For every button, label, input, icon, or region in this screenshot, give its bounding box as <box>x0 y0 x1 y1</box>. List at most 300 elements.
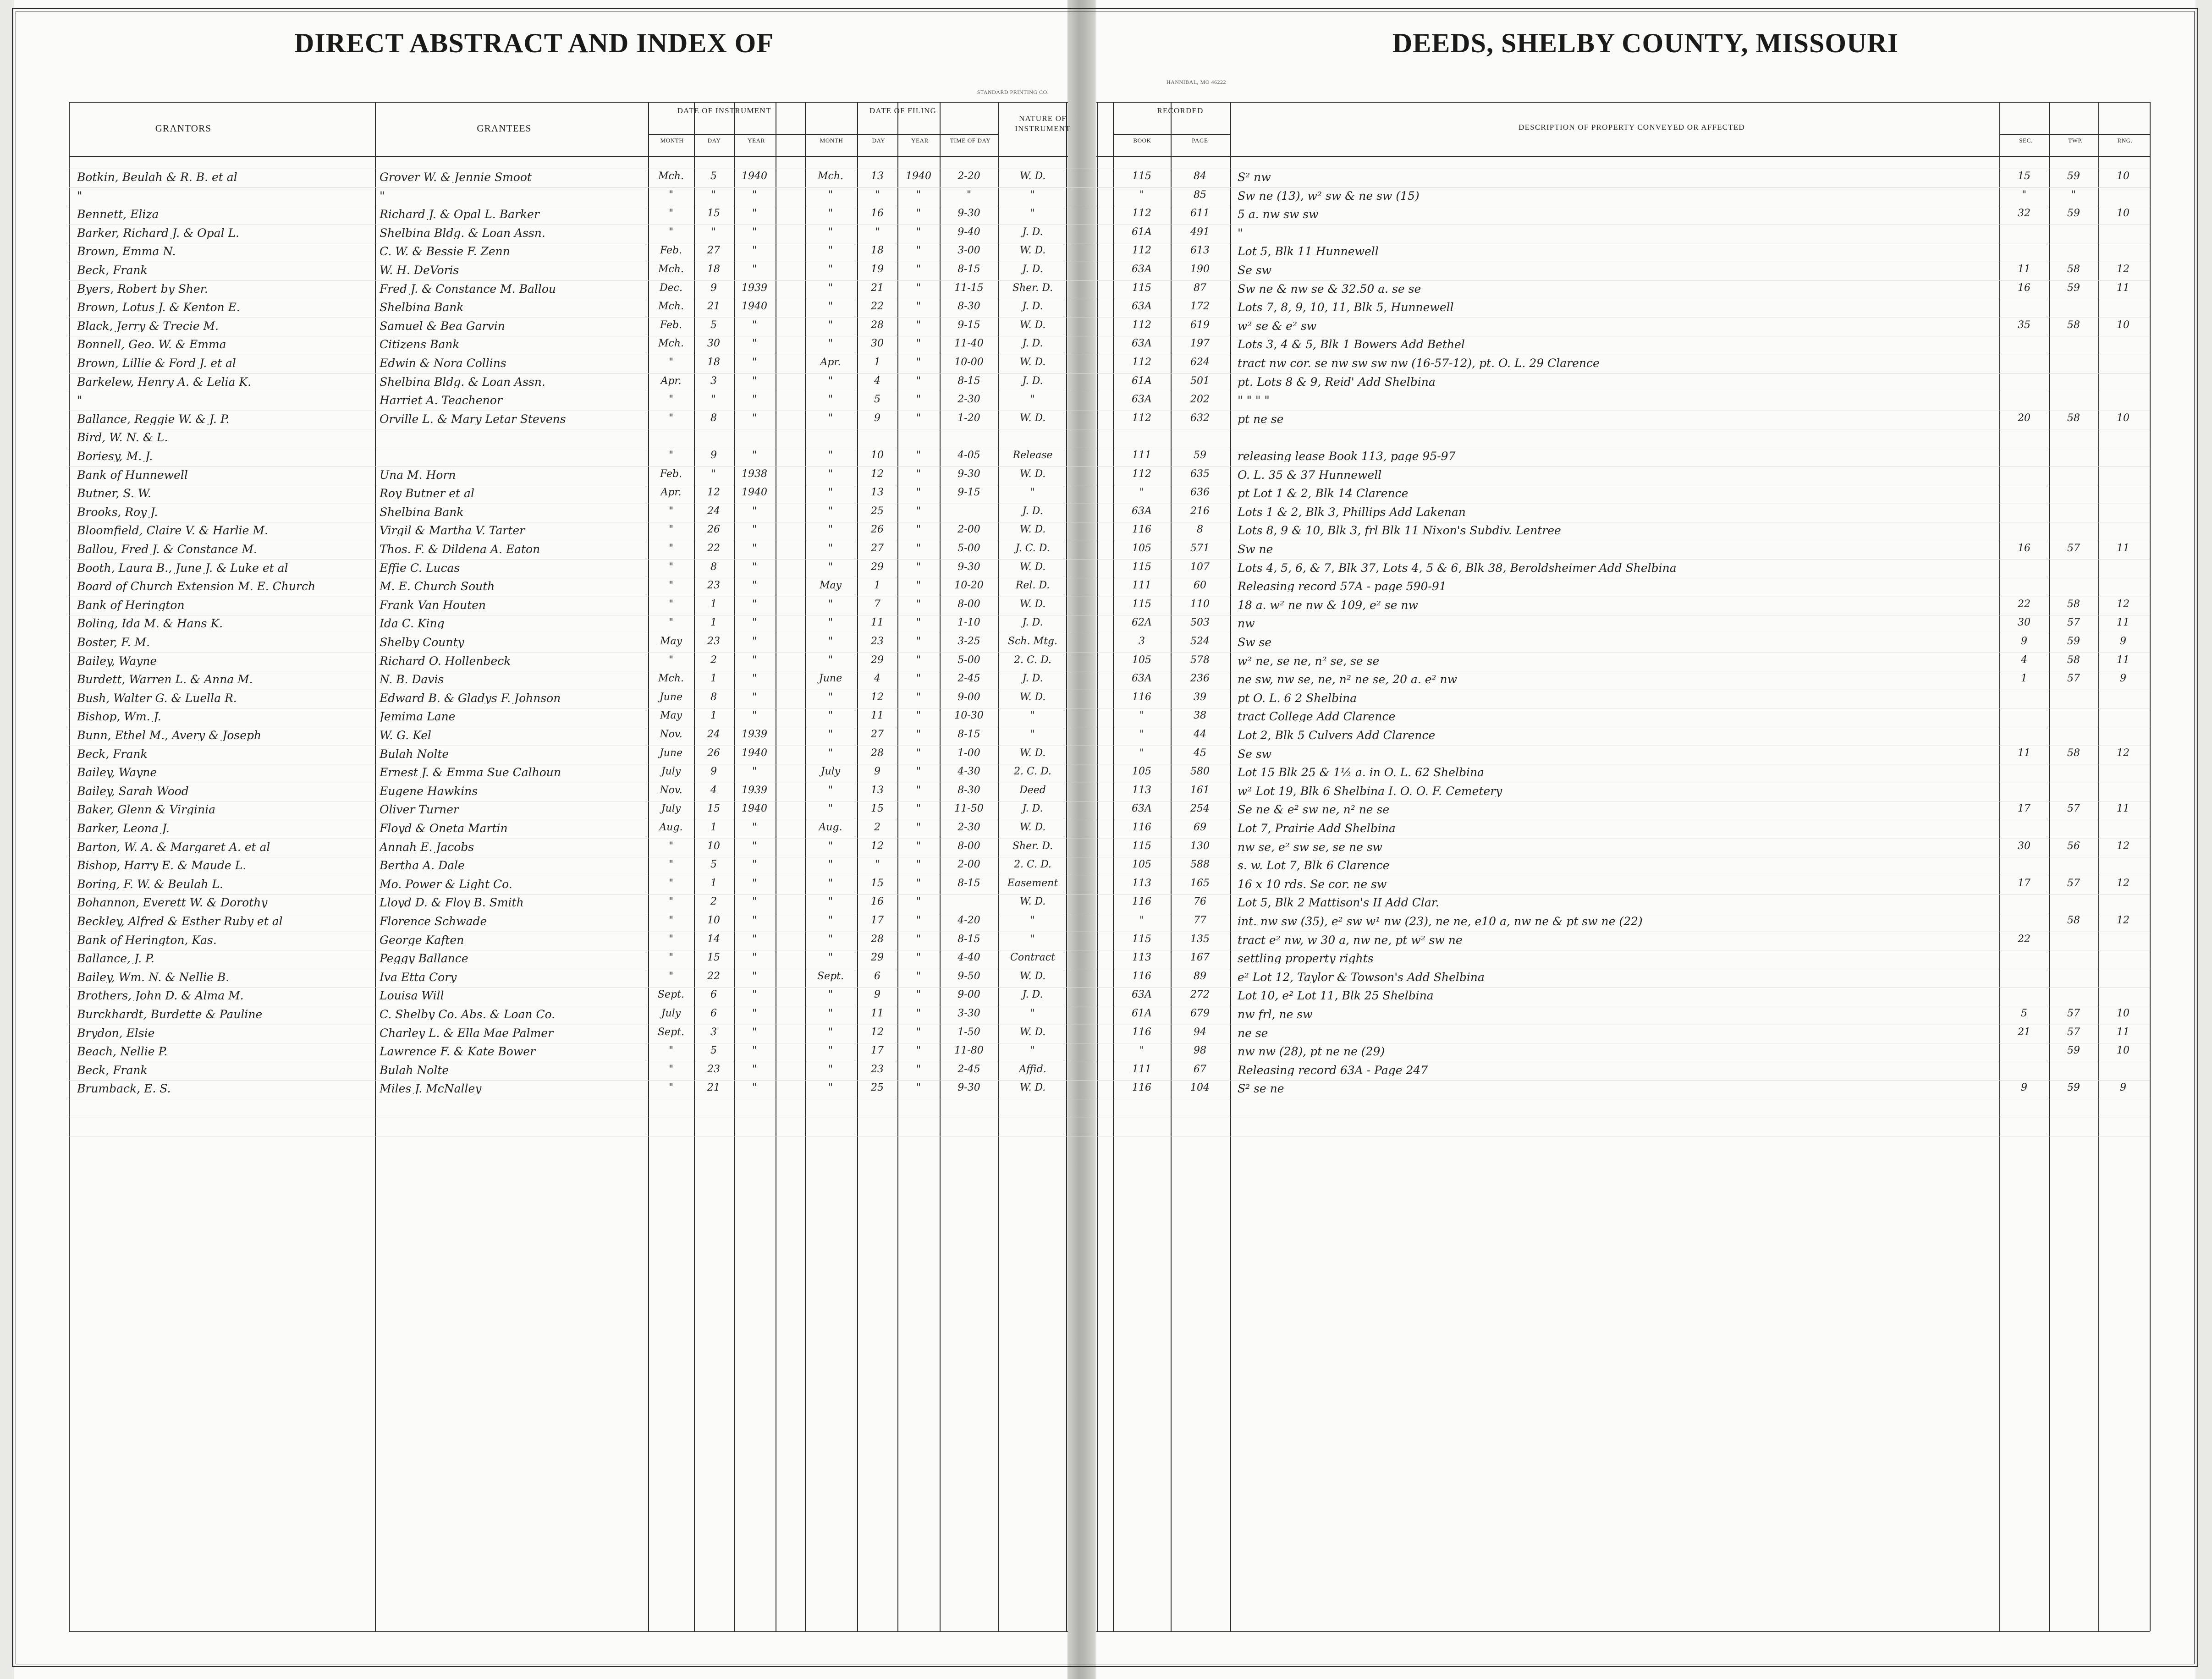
cell-i-y: " <box>752 1083 757 1093</box>
cell-twp: 58 <box>2067 916 2080 926</box>
cell-f-m: " <box>828 469 833 479</box>
cell-grantees: Louisa Will <box>380 990 444 1001</box>
cell-f-m: " <box>828 897 833 907</box>
cell-i-m: Mch. <box>658 171 684 181</box>
table-row <box>0 208 2212 226</box>
cell-i-m: " <box>668 190 674 200</box>
cell-grantors: Board of Church Extension M. E. Church <box>77 581 316 592</box>
cell-rng: 12 <box>2117 916 2129 926</box>
cell-nature: " <box>1030 209 1035 219</box>
cell-f-y: " <box>916 730 921 740</box>
cell-f-m: " <box>828 283 833 293</box>
cell-grantors: Bailey, Wm. N. & Nellie B. <box>77 971 230 983</box>
cell-book: 115 <box>1132 599 1151 609</box>
cell-f-d: 27 <box>871 543 884 554</box>
cell-nature: Affid. <box>1019 1064 1046 1075</box>
cell-grantors: Burdett, Warren L. & Anna M. <box>77 674 253 685</box>
cell-f-m: " <box>828 785 833 796</box>
cell-f-m: Apr. <box>820 357 841 368</box>
cell-f-t: 9-40 <box>957 227 980 237</box>
cell-i-d: 6 <box>710 990 717 1000</box>
table-row <box>0 338 2212 356</box>
header-inst-year: YEAR <box>748 137 765 144</box>
cell-grantees: C. W. & Bessie F. Zenn <box>380 246 510 257</box>
cell-i-m: " <box>668 934 674 944</box>
cell-grantors: Bohannon, Everett W. & Dorothy <box>77 897 268 908</box>
cell-f-t: 3-00 <box>957 246 980 256</box>
cell-nature: J. D. <box>1022 264 1043 274</box>
cell-grantors: Boster, F. M. <box>77 636 150 648</box>
cell-f-d: 4 <box>874 376 880 386</box>
cell-book: 116 <box>1132 525 1151 535</box>
cell-f-d: 9 <box>874 990 880 1000</box>
cell-nature: " <box>1030 1046 1035 1056</box>
cell-book: 115 <box>1132 934 1151 944</box>
cell-desc: Lot 7, Prairie Add Shelbina <box>1238 823 1396 834</box>
cell-book: 116 <box>1132 897 1151 907</box>
cell-i-d: 5 <box>710 320 717 330</box>
cell-sec: 4 <box>2021 655 2027 665</box>
cell-f-t: 3-30 <box>957 1009 980 1019</box>
cell-f-y: " <box>916 953 921 963</box>
cell-sec: 20 <box>2018 413 2030 423</box>
cell-page: 87 <box>1194 283 1206 293</box>
cell-book: 61A <box>1132 376 1152 386</box>
header-time-of-day: TIME OF DAY <box>950 137 991 144</box>
cell-book: 63A <box>1132 302 1152 312</box>
cell-desc: O. L. 35 & 37 Hunnewell <box>1238 469 1382 481</box>
cell-grantees: Effie C. Lucas <box>380 562 460 574</box>
cell-i-d: 27 <box>707 246 720 256</box>
cell-sec: 9 <box>2021 636 2027 647</box>
cell-i-d: 10 <box>707 916 720 926</box>
cell-i-d: 18 <box>707 264 720 274</box>
table-row <box>0 933 2212 952</box>
cell-f-t: 8-00 <box>957 841 980 851</box>
cell-book: 61A <box>1132 227 1152 237</box>
cell-f-m: " <box>828 636 833 647</box>
cell-f-y: " <box>916 711 921 721</box>
table-row <box>0 412 2212 431</box>
cell-desc: Se sw <box>1238 264 1272 276</box>
cell-nature: J. D. <box>1022 804 1043 814</box>
cell-page: 104 <box>1190 1083 1210 1093</box>
cell-f-d: 17 <box>871 916 884 926</box>
cell-i-d: 8 <box>710 562 717 572</box>
cell-f-t: 9-00 <box>957 692 980 702</box>
cell-grantors: Ballance, J. P. <box>77 953 154 964</box>
cell-i-y: " <box>752 916 757 926</box>
cell-f-y: " <box>916 785 921 796</box>
cell-i-m: " <box>668 897 674 907</box>
cell-f-m: " <box>828 413 833 423</box>
cell-f-m: June <box>819 674 842 684</box>
cell-i-y: 1940 <box>742 302 767 312</box>
cell-f-y: " <box>916 748 921 758</box>
cell-rng: 12 <box>2117 599 2129 609</box>
cell-f-y: " <box>916 618 921 628</box>
cell-f-d: 2 <box>874 823 880 833</box>
cell-i-m: July <box>661 767 681 777</box>
cell-desc: Sw ne (13), w² sw & ne sw (15) <box>1238 190 1420 202</box>
cell-page: 107 <box>1190 562 1210 572</box>
cell-grantees: W. G. Kel <box>380 730 431 741</box>
cell-f-t: 11-40 <box>954 339 984 349</box>
cell-i-y: " <box>752 320 757 330</box>
cell-desc: nw nw (28), pt ne ne (29) <box>1238 1046 1385 1057</box>
cell-page: 619 <box>1190 320 1210 330</box>
table-row <box>0 1064 2212 1082</box>
cell-nature: W. D. <box>1019 748 1046 758</box>
cell-f-t: 4-20 <box>957 916 980 926</box>
cell-i-d: 9 <box>710 450 717 461</box>
cell-nature: W. D. <box>1019 971 1046 982</box>
cell-nature: 2. C. D. <box>1014 767 1051 777</box>
table-row <box>0 450 2212 468</box>
cell-f-t: 2-20 <box>957 171 980 181</box>
cell-f-y: " <box>916 525 921 535</box>
cell-f-m: " <box>828 264 833 274</box>
table-row <box>0 263 2212 282</box>
cell-page: 503 <box>1190 618 1210 628</box>
cell-i-d: 6 <box>710 1009 717 1019</box>
cell-twp: 57 <box>2067 674 2080 684</box>
cell-page: 216 <box>1190 506 1210 516</box>
cell-f-y: " <box>916 897 921 907</box>
cell-i-m: " <box>668 971 674 982</box>
cell-book: " <box>1139 488 1145 498</box>
cell-f-d: 12 <box>871 841 884 851</box>
cell-f-d: 25 <box>871 1083 884 1093</box>
cell-f-t: 8-15 <box>957 264 980 274</box>
cell-f-d: 15 <box>871 878 884 889</box>
cell-desc: Se sw <box>1238 748 1272 760</box>
cell-i-d: 23 <box>707 1064 720 1075</box>
table-row <box>0 747 2212 766</box>
cell-grantors: Beck, Frank <box>77 264 148 276</box>
table-row <box>0 785 2212 803</box>
cell-nature: Sch. Mtg. <box>1008 636 1057 647</box>
cell-f-m: " <box>828 190 833 200</box>
cell-i-y: " <box>752 767 757 777</box>
cell-grantors: Bunn, Ethel M., Avery & Joseph <box>77 730 262 741</box>
cell-f-m: May <box>819 581 842 591</box>
table-row <box>0 803 2212 821</box>
cell-i-y: " <box>752 990 757 1000</box>
cell-page: 45 <box>1194 748 1206 758</box>
cell-page: 679 <box>1190 1009 1210 1019</box>
cell-i-m: " <box>668 413 674 423</box>
cell-nature: Easement <box>1007 878 1058 889</box>
cell-grantors: Ballou, Fred J. & Constance M. <box>77 543 257 555</box>
cell-f-t: 11-50 <box>954 804 984 814</box>
cell-i-y: " <box>752 934 757 944</box>
header-date-of-filing: DATE OF FILING <box>869 106 937 115</box>
cell-nature: Contract <box>1010 953 1055 963</box>
cell-i-m: July <box>661 1009 681 1019</box>
cell-i-m: Aug. <box>659 823 683 833</box>
cell-f-y: " <box>916 246 921 256</box>
cell-book: " <box>1139 730 1145 740</box>
cell-sec: 16 <box>2018 543 2030 554</box>
cell-i-d: 15 <box>707 804 720 814</box>
cell-i-y: " <box>752 692 757 702</box>
cell-book: 61A <box>1132 1009 1152 1019</box>
cell-f-m: " <box>828 1009 833 1019</box>
cell-f-d: 29 <box>871 953 884 963</box>
cell-nature: J. C. D. <box>1015 543 1050 554</box>
cell-page: 77 <box>1194 916 1206 926</box>
printer-imprint-right: HANNIBAL, MO 46222 <box>1167 79 1226 85</box>
cell-twp: 58 <box>2067 264 2080 274</box>
cell-f-m: " <box>828 1064 833 1075</box>
table-row <box>0 915 2212 933</box>
cell-i-d: 1 <box>710 674 717 684</box>
header-inst-day: DAY <box>707 137 721 144</box>
cell-page: 172 <box>1190 302 1210 312</box>
cell-f-m: " <box>828 730 833 740</box>
cell-book: 105 <box>1132 860 1151 870</box>
cell-page: 39 <box>1194 692 1206 702</box>
cell-i-m: Sept. <box>657 1027 684 1037</box>
cell-nature: Sher. D. <box>1012 841 1053 851</box>
cell-grantees: Bulah Nolte <box>380 1064 449 1076</box>
header-recorded: RECORDED <box>1157 106 1204 115</box>
cell-grantees: Bertha A. Dale <box>380 860 465 871</box>
cell-f-d: 13 <box>871 171 884 181</box>
cell-sec: 32 <box>2018 209 2030 219</box>
cell-grantors: Bailey, Wayne <box>77 655 157 667</box>
cell-page: 524 <box>1190 636 1210 647</box>
cell-f-d: 13 <box>871 785 884 796</box>
cell-page: 59 <box>1194 450 1206 461</box>
cell-rng: 11 <box>2117 1027 2129 1037</box>
cell-i-d: 1 <box>710 823 717 833</box>
cell-i-m: " <box>668 562 674 572</box>
cell-rng: 11 <box>2117 543 2129 554</box>
cell-desc: settling property rights <box>1238 953 1374 964</box>
cell-desc: S² se ne <box>1238 1083 1284 1094</box>
cell-f-y: 1940 <box>906 171 931 181</box>
cell-f-m: " <box>828 488 833 498</box>
cell-f-y: " <box>916 1027 921 1037</box>
cell-f-t: 3-25 <box>957 636 980 647</box>
cell-twp: 59 <box>2067 1046 2080 1056</box>
cell-f-y: " <box>916 413 921 423</box>
table-row <box>0 394 2212 412</box>
cell-f-d: 15 <box>871 804 884 814</box>
cell-f-d: 30 <box>871 339 884 349</box>
cell-i-d: 22 <box>707 971 720 982</box>
cell-page: 89 <box>1194 971 1206 982</box>
cell-page: 190 <box>1190 264 1210 274</box>
cell-i-y: " <box>752 209 757 219</box>
cell-sec: 22 <box>2018 599 2030 609</box>
cell-desc: releasing lease Book 113, page 95-97 <box>1238 450 1456 462</box>
cell-f-d: " <box>875 860 880 870</box>
cell-sec: 22 <box>2018 934 2030 944</box>
cell-twp: 58 <box>2067 413 2080 423</box>
header-nature-line1: NATURE OF INSTRUMENT <box>1015 114 1071 133</box>
cell-f-d: 28 <box>871 748 884 758</box>
header-rng: RNG. <box>2117 137 2133 144</box>
cell-page: 632 <box>1190 413 1210 423</box>
cell-i-y: " <box>752 246 757 256</box>
cell-i-d: 1 <box>710 599 717 609</box>
cell-desc: Lot 5, Blk 11 Hunnewell <box>1238 246 1379 257</box>
cell-desc: ne sw, nw se, ne, n² ne se, 20 a. e² nw <box>1238 674 1458 685</box>
cell-f-d: 13 <box>871 488 884 498</box>
cell-page: 67 <box>1194 1064 1206 1075</box>
cell-sec: 30 <box>2018 841 2030 851</box>
table-row <box>0 170 2212 189</box>
table-row <box>0 691 2212 710</box>
cell-nature: J. D. <box>1022 674 1043 684</box>
cell-f-y: " <box>916 599 921 609</box>
cell-i-y: " <box>752 674 757 684</box>
cell-i-d: 2 <box>710 897 717 907</box>
table-row <box>0 245 2212 263</box>
cell-desc: nw frl, ne sw <box>1238 1009 1313 1020</box>
cell-rng: 11 <box>2117 804 2129 814</box>
header-twp: TWP. <box>2068 137 2083 144</box>
cell-grantees: Jemima Lane <box>380 711 456 722</box>
cell-f-m: " <box>828 246 833 256</box>
table-row <box>0 598 2212 617</box>
cell-nature: 2. C. D. <box>1014 860 1051 870</box>
cell-f-t: 4-30 <box>957 767 980 777</box>
cell-i-d: 15 <box>707 209 720 219</box>
cell-book: 112 <box>1132 246 1151 256</box>
cell-i-m: Dec. <box>660 283 682 293</box>
cell-f-m: Mch. <box>817 171 843 181</box>
cell-i-y: " <box>752 376 757 386</box>
cell-i-m: " <box>668 209 674 219</box>
cell-desc: 16 x 10 rds. Se cor. ne sw <box>1238 878 1387 890</box>
cell-f-d: 23 <box>871 636 884 647</box>
cell-i-m: " <box>668 953 674 963</box>
cell-nature: W. D. <box>1019 599 1046 609</box>
cell-page: 84 <box>1194 171 1206 181</box>
cell-f-t: 11-80 <box>954 1046 984 1056</box>
cell-i-y: " <box>752 841 757 851</box>
cell-nature: W. D. <box>1019 823 1046 833</box>
cell-nature: W. D. <box>1019 413 1046 423</box>
cell-nature: " <box>1030 916 1035 926</box>
cell-f-t: 5-00 <box>957 543 980 554</box>
cell-book: 115 <box>1132 283 1151 293</box>
cell-nature: J. D. <box>1022 990 1043 1000</box>
cell-page: 76 <box>1194 897 1206 907</box>
cell-grantees: Ida C. King <box>380 618 445 629</box>
cell-i-y: " <box>752 953 757 963</box>
cell-f-m: " <box>828 395 833 405</box>
cell-f-y: " <box>916 916 921 926</box>
header-inst-month: MONTH <box>660 137 684 144</box>
cell-grantees: Fred J. & Constance M. Ballou <box>380 283 556 295</box>
cell-i-m: " <box>668 618 674 628</box>
cell-f-m: " <box>828 543 833 554</box>
cell-f-y: " <box>916 990 921 1000</box>
cell-i-d: 3 <box>710 376 717 386</box>
cell-i-d: 2 <box>710 655 717 665</box>
table-row <box>0 1082 2212 1100</box>
cell-grantees: Shelbina Bldg. & Loan Assn. <box>380 376 545 388</box>
cell-book: 116 <box>1132 1083 1151 1093</box>
cell-page: 254 <box>1190 804 1210 814</box>
cell-grantors: Baker, Glenn & Virginia <box>77 804 215 815</box>
table-row <box>0 505 2212 524</box>
cell-sec: 17 <box>2018 804 2030 814</box>
cell-f-t: 1-50 <box>957 1027 980 1037</box>
cell-desc: s. w. Lot 7, Blk 6 Clarence <box>1238 860 1390 871</box>
cell-page: 580 <box>1190 767 1210 777</box>
table-row <box>0 1045 2212 1063</box>
cell-f-t: 1-20 <box>957 413 980 423</box>
cell-grantors: Bush, Walter G. & Luella R. <box>77 692 237 704</box>
cell-book: 105 <box>1132 543 1151 554</box>
cell-f-t: 8-15 <box>957 878 980 889</box>
cell-f-d: 17 <box>871 1046 884 1056</box>
cell-i-m: " <box>668 450 674 461</box>
cell-grantees: Frank Van Houten <box>380 599 486 611</box>
cell-f-m: Aug. <box>819 823 842 833</box>
cell-i-d: " <box>711 190 716 200</box>
cell-f-t: 8-15 <box>957 730 980 740</box>
cell-nature: J. D. <box>1022 376 1043 386</box>
cell-sec: 35 <box>2018 320 2030 330</box>
cell-i-y: " <box>752 413 757 423</box>
cell-f-y: " <box>916 376 921 386</box>
cell-book: 111 <box>1132 1064 1151 1075</box>
cell-grantors: Butner, S. W. <box>77 488 151 499</box>
cell-f-m: " <box>828 320 833 330</box>
cell-grantors: Brumback, E. S. <box>77 1083 171 1094</box>
cell-book: 112 <box>1132 469 1151 479</box>
cell-grantees: Shelby County <box>380 636 464 648</box>
cell-i-m: Feb. <box>660 320 682 330</box>
table-row <box>0 952 2212 970</box>
cell-f-t: 2-45 <box>957 674 980 684</box>
cell-grantees: Shelbina Bldg. & Loan Assn. <box>380 227 545 239</box>
cell-grantors: Beck, Frank <box>77 1064 148 1076</box>
cell-twp: 59 <box>2067 171 2080 181</box>
cell-f-t: 9-00 <box>957 990 980 1000</box>
cell-grantees: Edward B. & Gladys F. Johnson <box>380 692 561 704</box>
cell-f-y: " <box>916 506 921 516</box>
cell-desc: Se ne & e² sw ne, n² ne se <box>1238 804 1390 815</box>
cell-f-d: 7 <box>874 599 880 609</box>
cell-grantees: Miles J. McNalley <box>380 1083 482 1094</box>
cell-desc: ne se <box>1238 1027 1268 1039</box>
cell-grantors: Bishop, Wm. J. <box>77 711 161 722</box>
cell-desc: " " " " <box>1238 395 1270 406</box>
cell-book: 105 <box>1132 655 1151 665</box>
cell-f-d: " <box>875 190 880 200</box>
cell-desc: Sw se <box>1238 636 1272 648</box>
cell-f-d: 27 <box>871 730 884 740</box>
cell-desc: Sw ne & nw se & 32.50 a. se se <box>1238 283 1421 295</box>
cell-i-d: 8 <box>710 692 717 702</box>
cell-grantors: Black, Jerry & Trecie M. <box>77 320 219 332</box>
cell-grantors: " <box>77 395 83 406</box>
cell-page: 38 <box>1194 711 1206 721</box>
cell-page: 588 <box>1190 860 1210 870</box>
cell-nature: J. D. <box>1022 302 1043 312</box>
cell-i-m: " <box>668 1046 674 1056</box>
cell-book: 113 <box>1132 785 1151 796</box>
table-row <box>0 673 2212 691</box>
